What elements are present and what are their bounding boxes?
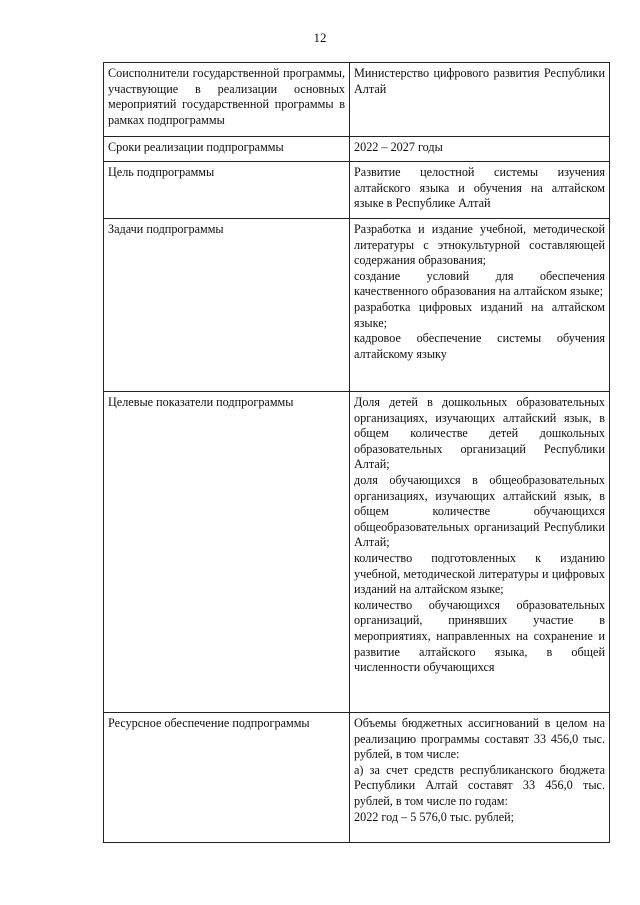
value-paragraph: разработка цифровых изданий на алтайском языке; [354,299,605,330]
value-paragraph: 2022 год – 5 576,0 тыс. рублей; [354,809,515,824]
value-paragraph: Объемы бюджетных ассигнований в целом на реализацию программы составят 33 456,0 тыс. рублей, в том числе: [354,716,605,762]
table-row-goal [104,162,610,219]
row-value-period [350,137,610,162]
row-value-resources [350,713,610,843]
value-paragraph: Министерство цифрового развития Республики Алтай [354,66,605,96]
row-label-tasks: Задачи подпрограммы [104,219,350,392]
table-row-coexecutors [104,63,610,137]
row-label-coexecutors: Соисполнители государственной программы, участвующие в реализации основных мероприятий государственной программы в рамках подпрограммы [104,63,350,137]
value-paragraph: 2022 – 2027 годы [354,140,443,154]
row-value-coexecutors [350,63,610,137]
value-paragraph: кадровое обеспечение системы обучения алтайскому языку [354,331,605,361]
value-paragraph: количество подготовленных к изданию учебной, методической литературы и цифровых изданий на алтайском языке; [354,550,605,597]
value-paragraph: Развитие целостной системы изучения алтайского языка и обучения на алтайском языке в Республике Алтай [354,165,605,211]
row-label-indicators: Целевые показатели подпрограммы [104,392,350,713]
value-paragraph: Доля детей в дошкольных образовательных организациях, изучающих алтайский язык, в общем количестве детей дошкольных образовательных организаций Республики Алтай; [354,395,605,472]
value-paragraph: создание условий для обеспечения качественного образования на алтайском языке; [354,268,605,299]
row-label-resources: Ресурсное обеспечение подпрограммы [104,713,350,843]
page-number: 12 [313,30,327,45]
value-paragraph: количество обучающихся образовательных организаций, принявших участие в мероприятиях, направленных на сохранение и развитие алтайского языка, в общей численности обучающихся [354,597,605,675]
table-row-resources [104,713,610,843]
value-paragraph: доля обучающихся в общеобразовательных организациях, изучающих алтайский язык, в общем количестве обучающихся общеобразовательных организаций Республики Алтай; [354,472,605,550]
value-paragraph: Разработка и издание учебной, методической литературы с этнокультурной составляющей содержания образования; [354,222,605,268]
table-row-period [104,137,610,162]
row-label-period: Сроки реализации подпрограммы [104,137,350,162]
table-row-tasks [104,219,610,392]
table-row-indicators [104,392,610,713]
value-paragraph: а) за счет средств республиканского бюджета Республики Алтай составят 33 456,0 тыс. рублей, в том числе по годам: [354,762,605,808]
row-value-tasks [350,219,610,392]
row-label-goal: Цель подпрограммы [104,162,350,219]
row-value-goal [350,162,610,219]
row-value-indicators [350,392,610,713]
subprogram-passport-table [103,62,610,843]
